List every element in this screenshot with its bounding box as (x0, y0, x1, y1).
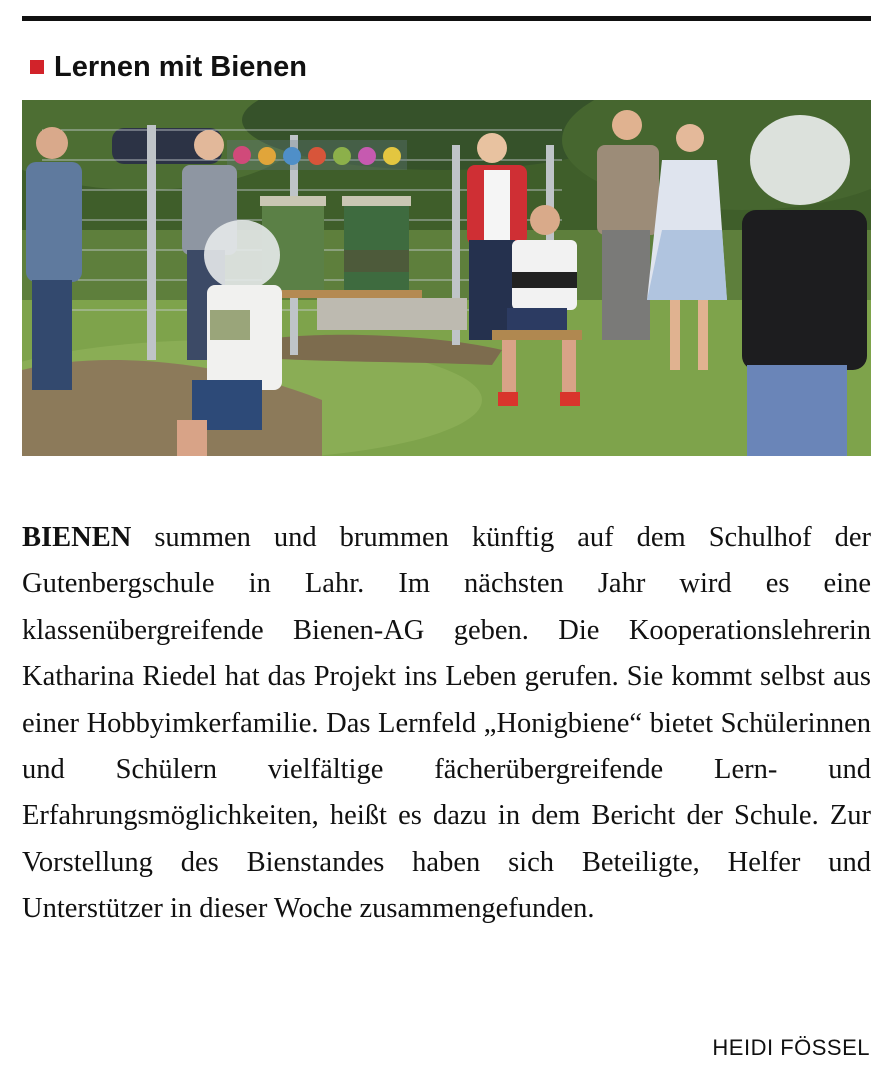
headline-text: Lernen mit Bienen (54, 50, 307, 83)
article-body (22, 515, 871, 933)
article-photo (22, 100, 871, 456)
headline-square-icon (30, 60, 44, 74)
article-body-text: summen und brummen künftig auf dem Schulhof der Gutenbergschule in Lahr. Im nächsten Jahr wird es eine klassenübergreifende Bienen-AG geben. Die Kooperationslehrerin Katharina Riedel hat das Projekt ins Leben gerufen. Sie kommt selbst aus einer Hobbyimkerfamilie. Das Lernfeld „Honigbiene“ bietet Schülerinnen und Schülern vielfältige fächerübergreifende Lern- und Erfahrungsmöglichkeiten, heißt es dazu in dem Bericht der Schule. Zur Vorstellung des Bienstandes haben sich Beteiligte, Helfer und Unterstützer in dieser Woche zusammengefunden. (22, 522, 872, 925)
article-lead: BIENEN (22, 522, 132, 553)
headline (30, 47, 307, 87)
byline: HEIDI FÖSSEL (712, 1035, 870, 1060)
top-rule (22, 16, 871, 21)
